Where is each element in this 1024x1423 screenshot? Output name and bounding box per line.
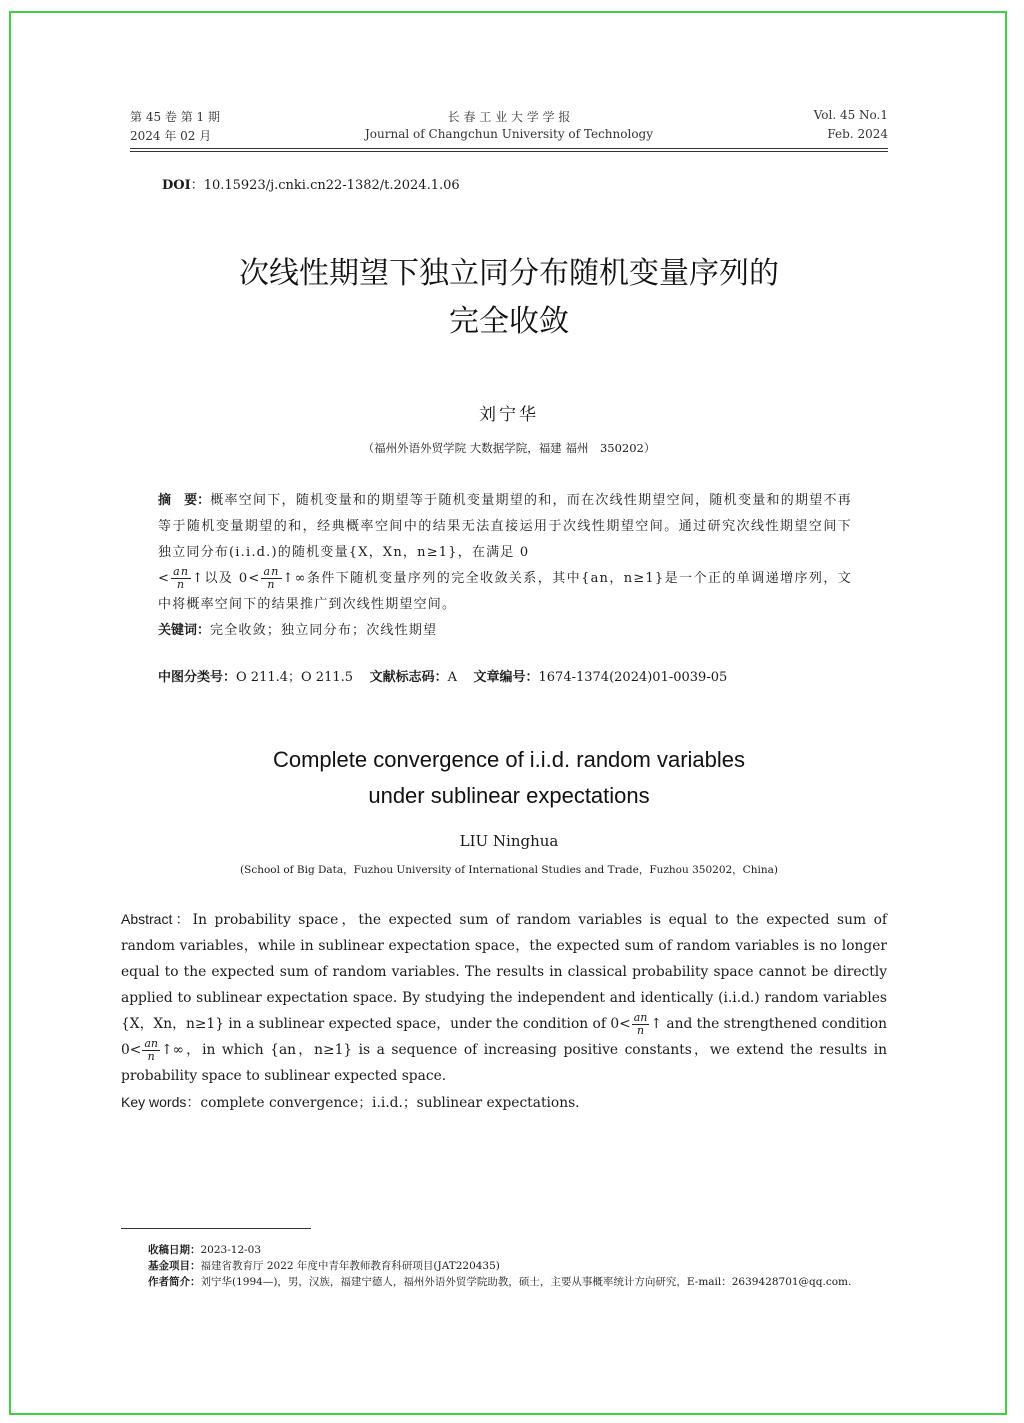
title-cn-line2: 完全收敛 [449,304,569,339]
clc-label: 中图分类号： [158,670,237,685]
keywords-cn-text: 完全收敛；独立同分布；次线性期望 [210,623,438,638]
author-bio-value[interactable]: 刘宁华(1994—)，男，汉族，福建宁德人，福州外语外贸学院助教，硕士，主要从事概率统计方向研究，E-mail：2639428701@qq.com. [200,1276,852,1288]
abstract-cn [158,488,852,644]
author-bio-label: 作者简介： [148,1276,201,1288]
journal-name-cn: 长 春 工 业 大 学 学 报 [447,110,571,124]
journal-name-en: Journal of Changchun University of Technology [365,127,653,141]
fraction-an-over-n: $\frac{an}{n}$ [144,1037,158,1063]
title-en [130,742,888,814]
abstract-cn-text1: 概率空间下，随机变量和的期望等于随机变量期望的和，而在次线性期望空间，随机变量和的期望不再等于随机变量期望的和，经典概率空间中的结果无法直接运用于次线性期望空间。通过研究次线性期望空间下独立同分布(i.i.d.)的随机变量{X，Xn，n≥1}，在满足 0 [158,493,852,560]
keywords-en [121,1089,887,1116]
abstract-en-text1: In probability space，the expected sum of random variables is equal to the expected sum of random variables，while in sublinear expectation space，the expected sum of random variables is no longer equal to the expected sum of random variables. The results in classical probability space cannot be directly applied to sublinear expectation space. By studying the independent and identically (i.i.d.) random variables {X，Xn，n≥1} in a sublinear expected space，under the condition of 0< [121,912,887,1032]
page-border [9,11,1007,1415]
footnotes [148,1242,888,1290]
footnote-author [148,1274,888,1290]
abstract-en-label: Abstract： [121,911,193,927]
author-cn: 刘宁华 [479,405,539,425]
title-cn-line1: 次线性期望下独立同分布随机变量序列的 [239,256,779,291]
volume-issue: 第 45 卷 第 1 期 [130,110,220,124]
article-number-value: 1674-1374(2024)01-0039-05 [538,670,728,685]
title-cn [130,250,888,346]
article-number-label: 文章编号： [473,670,539,685]
received-value: 2023-12-03 [200,1244,262,1256]
footnote-rule [121,1228,311,1229]
abstract-en-text3: ↑∞，in which {an，n≥1} is a sequence of increasing positive constants，we extend the results in probability space to sublinear expected space. [121,1042,887,1084]
abstract-en-text2: ↑ and the strengthened condition 0< [121,1016,887,1058]
keywords-en-label: Key words： [121,1094,201,1110]
title-en-line2: under sublinear expectations [368,783,650,808]
abstract-cn-text2-mid: ↑以及 0< [192,571,261,586]
doc-code-value: A [447,670,457,685]
footnote-fund [148,1258,888,1274]
author-en: LIU Ninghua [459,832,559,850]
title-en-line1: Complete convergence of i.i.d. random variables [272,747,746,772]
issue-date: 2024 年 02 月 [130,129,212,143]
received-label: 收稿日期： [148,1244,201,1256]
footnote-received [148,1242,888,1258]
doi-label: DOI [162,178,191,193]
fraction-an-over-n: $\frac{an}{n}$ [633,1011,648,1037]
fund-label: 基金项目： [148,1260,201,1272]
fund-value: 福建省教育厅 2022 年度中青年教师教育科研项目(JAT220435) [200,1260,500,1272]
classification-line [158,668,852,688]
keywords-en-text: complete convergence；i.i.d.；sublinear expectations. [200,1095,580,1111]
fraction-an-over-n: $\frac{an}{n}$ [173,565,190,591]
doc-code-label: 文献标志码： [369,670,448,685]
affiliation-en: (School of Big Data，Fuzhou University of International Studies and Trade，Fuzhou 350202，China) [240,864,778,876]
clc-value: O 211.4；O 211.5 [236,670,354,685]
header-rule-top [130,148,888,149]
header-rule-bottom [130,151,888,152]
fraction-an-over-n: $\frac{an}{n}$ [263,565,280,591]
journal-header [130,108,888,148]
keywords-cn [158,618,852,644]
issue-date-en: Feb. 2024 [827,127,888,141]
doi-line[interactable] [162,174,460,193]
abstract-cn-label: 摘 要： [158,493,211,508]
keywords-cn-label: 关键词： [158,623,211,638]
abstract-cn-text2-pre: < [158,571,171,586]
abstract-en [121,906,887,1116]
doi-value: ：10.15923/j.cnki.cn22-1382/t.2024.1.06 [190,178,460,193]
affiliation-cn: （福州外语外贸学院 大数据学院，福建 福州 350202） [362,441,656,455]
volume-issue-en: Vol. 45 No.1 [813,108,888,122]
abstract-cn-text2-post: ↑∞条件下随机变量序列的完全收敛关系，其中{an，n≥1}是一个正的单调递增序列，文中将概率空间下的结果推广到次线性期望空间。 [158,571,852,612]
